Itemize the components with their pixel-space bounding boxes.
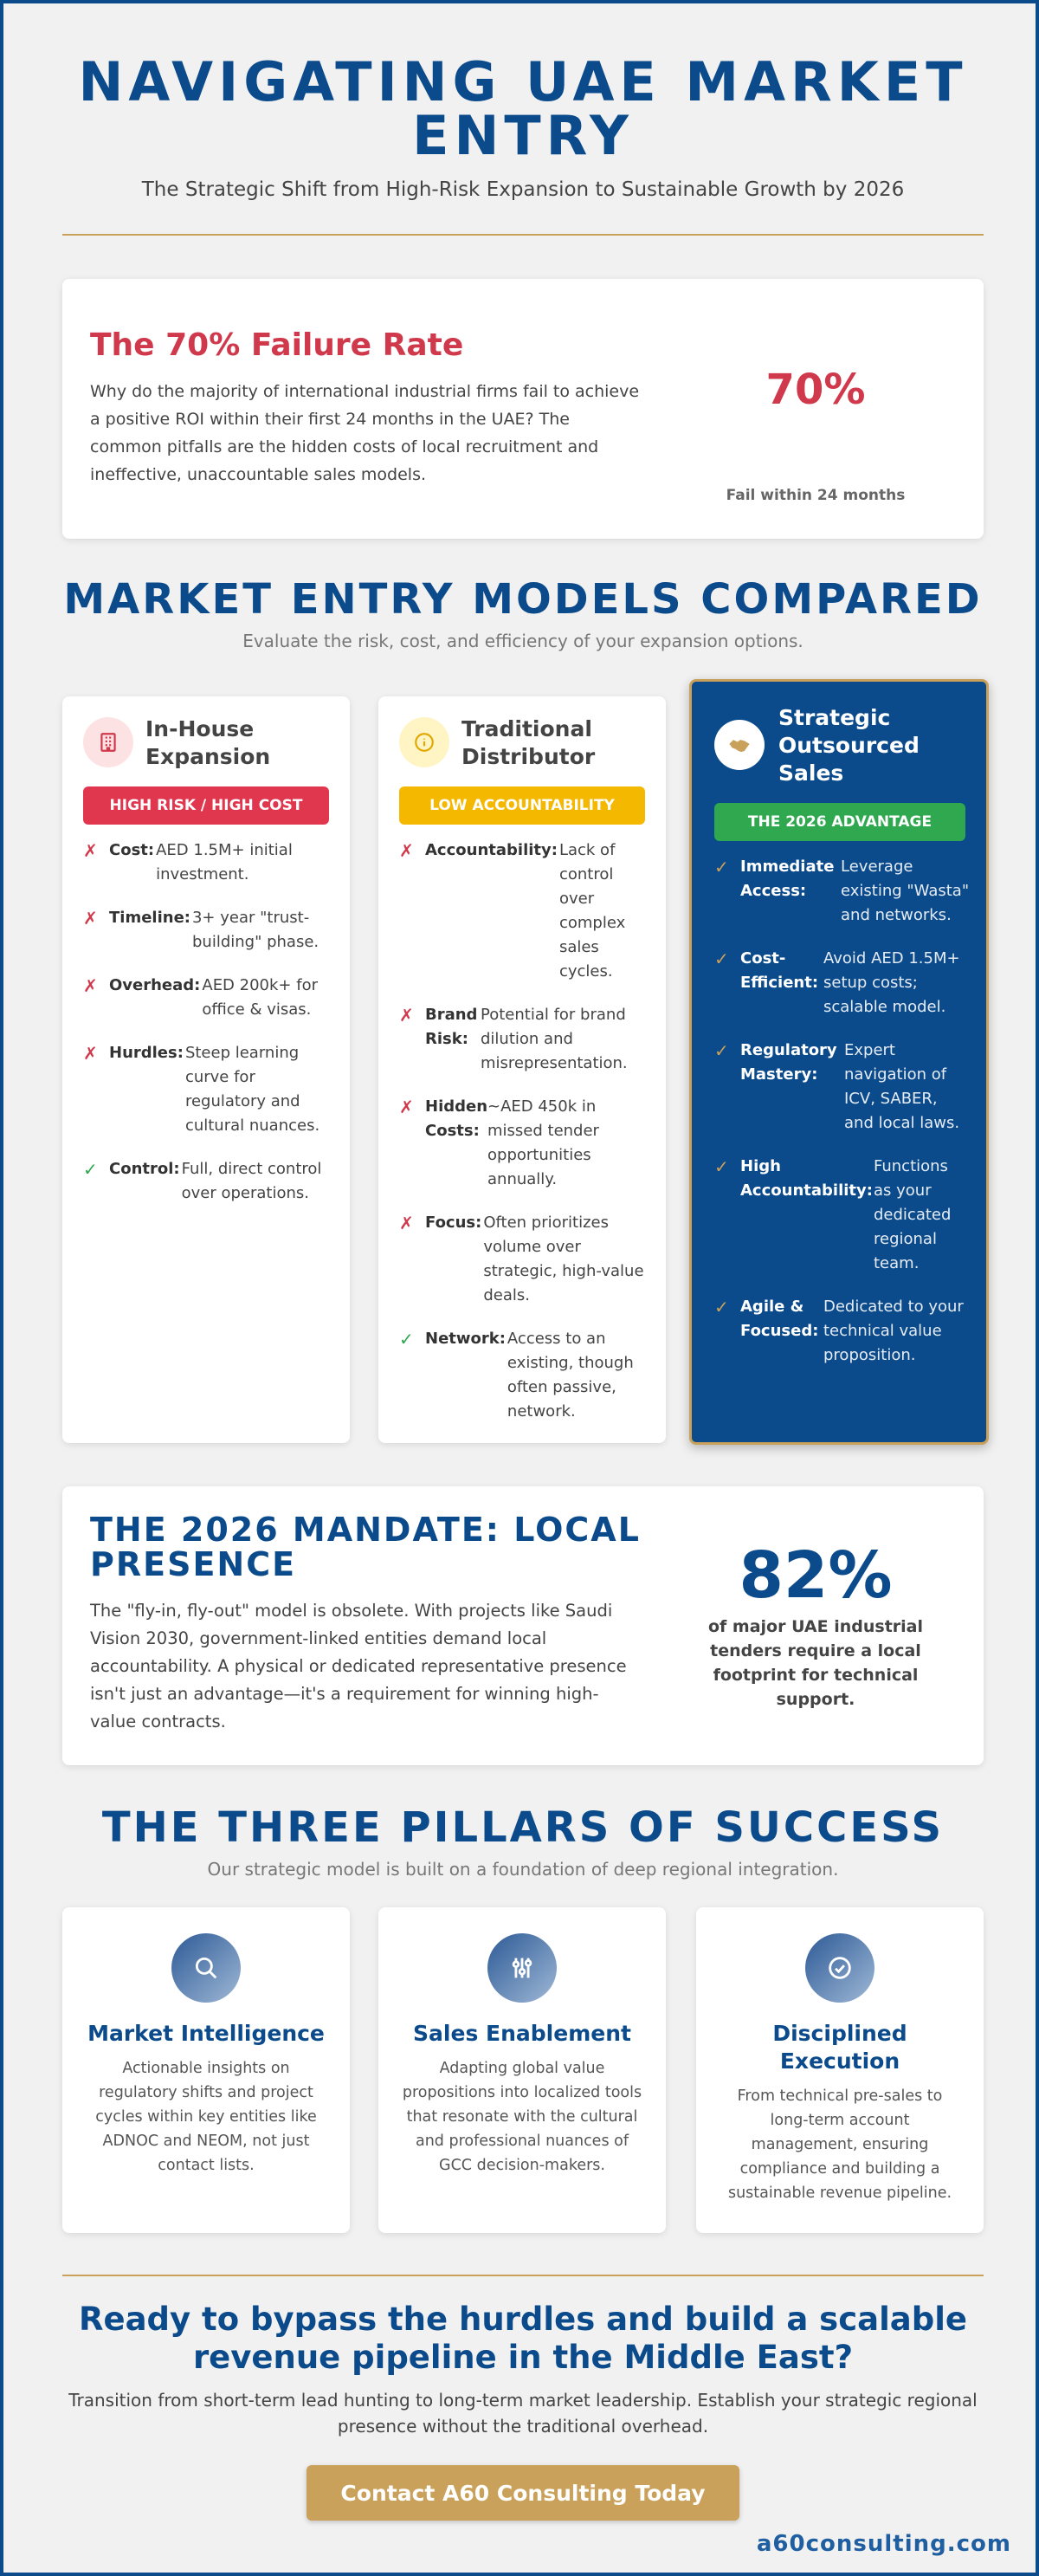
- list-item: [399, 1095, 650, 1192]
- model-item-list: [714, 855, 971, 1387]
- pillars-section-title: THE THREE PILLARS OF SUCCESS: [101, 1803, 945, 1852]
- building-icon: [83, 717, 133, 767]
- item-key: Cost-Efficient:: [740, 949, 819, 992]
- handshake-icon: [714, 720, 765, 770]
- check-icon: ✓: [714, 857, 729, 877]
- failure-text: Why do the majority of international industrial firms fail to achieve a positive ROI within their first 24 months in the UAE? The common pitfalls are the hidden costs of local recruitment and ineffective, unaccountable sales models.: [90, 382, 640, 484]
- list-item: [83, 974, 329, 1022]
- item-key: Cost:: [109, 841, 155, 859]
- item-key: Agile & Focused:: [740, 1298, 819, 1340]
- item-value: Dedicated to your technical value proposition.: [823, 1298, 964, 1364]
- item-key: Control:: [109, 1160, 180, 1178]
- item-value: AED 1.5M+ initial investment.: [156, 841, 293, 883]
- model-item-list: [399, 838, 650, 1443]
- item-key: Hidden Costs:: [425, 1097, 488, 1140]
- list-item: [714, 1155, 971, 1276]
- failure-stat-caption: Fail within 24 months: [726, 487, 906, 504]
- list-item: [714, 1295, 971, 1368]
- item-value: Leverage existing "Wasta" and networks.: [841, 858, 970, 924]
- risk-badge: LOW ACCOUNTABILITY: [399, 786, 645, 825]
- item-value: AED 200k+ for office & visas.: [202, 976, 318, 1019]
- item-value: Functions as your dedicated regional team.: [874, 1157, 952, 1272]
- item-key: Network:: [425, 1330, 506, 1348]
- list-item: [714, 947, 971, 1019]
- check-icon: ✓: [714, 1040, 729, 1061]
- list-item: [83, 906, 329, 955]
- advantage-badge: THE 2026 ADVANTAGE: [714, 803, 965, 841]
- cta-text: Transition from short-term lead hunting to long-term market leadership. Establish your strategic regional presence without the traditional overhead.: [68, 2390, 978, 2437]
- model-card-in-house: [62, 696, 350, 1443]
- item-key: Brand Risk:: [425, 1006, 478, 1048]
- contact-button[interactable]: Contact A60 Consulting Today: [307, 2465, 739, 2521]
- list-item: [83, 838, 329, 887]
- item-value: Avoid AED 1.5M+ setup costs; scalable model.: [823, 949, 960, 1016]
- item-key: High Accountability:: [740, 1157, 873, 1200]
- cross-icon: ✗: [83, 1043, 98, 1064]
- item-value: Full, direct control over operations.: [181, 1160, 322, 1202]
- pillar-card-sales-enablement: [378, 1907, 666, 2233]
- item-value: Expert navigation of ICV, SABER, and local laws.: [844, 1041, 960, 1132]
- failure-title: The 70% Failure Rate: [90, 327, 464, 363]
- list-item: [399, 1327, 650, 1424]
- item-key: Immediate Access:: [740, 858, 835, 900]
- model-title: In-House Expansion: [145, 716, 271, 769]
- model-card-distributor: [378, 696, 666, 1443]
- mandate-stat: 82%: [739, 1538, 893, 1613]
- list-item: [399, 838, 650, 984]
- list-item: [83, 1157, 329, 1206]
- item-key: Accountability:: [425, 841, 558, 859]
- pillar-title: Market Intelligence: [87, 2021, 325, 2046]
- list-item: [399, 1211, 650, 1308]
- model-item-list: [83, 838, 329, 1225]
- divider: [62, 2275, 984, 2276]
- pillar-title: Disciplined Execution: [772, 2021, 907, 2074]
- mandate-text: The "fly-in, fly-out" model is obsolete. With projects like Saudi Vision 2030, government-linked entities demand local accountability. A physical or dedicated representative presence isn't just an advantage—it's a requirement for winning high-value contracts.: [90, 1601, 627, 1731]
- item-value: Lack of control over complex sales cycles.: [558, 841, 626, 981]
- item-value: Potential for brand dilution and misrepresentation.: [481, 1006, 628, 1072]
- models-section-subtitle: Evaluate the risk, cost, and efficiency of your expansion options.: [242, 631, 803, 651]
- pillar-text: Adapting global value propositions into localized tools that resonate with the cultural and professional nuances of GCC decision-makers.: [402, 2060, 642, 2174]
- divider: [62, 234, 984, 236]
- item-value: 3+ year "trust-building" phase.: [191, 909, 319, 951]
- cross-icon: ✗: [83, 840, 98, 861]
- item-key: Overhead:: [109, 976, 201, 994]
- risk-badge: HIGH RISK / HIGH COST: [83, 786, 329, 825]
- page-subtitle: The Strategic Shift from High-Risk Expansion to Sustainable Growth by 2026: [141, 178, 905, 201]
- list-item: [83, 1041, 329, 1138]
- pillar-card-market-intelligence: [62, 1907, 350, 2233]
- cross-icon: ✗: [399, 840, 414, 861]
- pillar-card-disciplined-execution: [696, 1907, 984, 2233]
- list-item: [714, 855, 971, 928]
- pillar-title: Sales Enablement: [413, 2021, 631, 2046]
- item-value: Often prioritizes volume over strategic, high-value deals.: [483, 1214, 644, 1304]
- pillars-section-subtitle: Our strategic model is built on a foundation of deep regional integration.: [207, 1859, 839, 1880]
- cta-title: Ready to bypass the hurdles and build a scalable revenue pipeline in the Middle East?: [78, 2301, 968, 2376]
- check-icon: ✓: [714, 1156, 729, 1177]
- item-value: Access to an existing, though often passive, network.: [507, 1330, 634, 1421]
- cross-icon: ✗: [399, 1005, 414, 1026]
- list-item: [714, 1039, 971, 1136]
- list-item: [399, 1003, 650, 1076]
- item-key: Hurdles:: [109, 1044, 184, 1062]
- pillar-text: From technical pre-sales to long-term account management, ensuring compliance and building a sustainable revenue pipeline.: [727, 2087, 952, 2202]
- cross-icon: ✗: [399, 1213, 414, 1233]
- item-value: ~AED 450k in missed tender opportunities annually.: [487, 1097, 599, 1188]
- check-icon: ✓: [714, 948, 729, 969]
- check-icon: ✓: [83, 1159, 98, 1180]
- page-title: NAVIGATING UAE MARKET ENTRY: [78, 50, 968, 167]
- model-card-outsourced: [689, 679, 989, 1445]
- check-icon: ✓: [714, 1297, 729, 1317]
- sliders-icon: [487, 1933, 557, 2003]
- cross-icon: ✗: [83, 975, 98, 996]
- pillar-text: Actionable insights on regulatory shifts and project cycles within key entities like ADNOC and NEOM, not just contact lists.: [95, 2060, 317, 2174]
- item-key: Timeline:: [109, 909, 190, 927]
- cross-icon: ✗: [399, 1097, 414, 1117]
- mandate-title: THE 2026 MANDATE: LOCAL PRESENCE: [90, 1511, 641, 1583]
- mandate-stat-caption: of major UAE industrial tenders require a local footprint for technical support.: [707, 1617, 924, 1709]
- check-circle-icon: [805, 1933, 874, 2003]
- model-title: Strategic Outsourced Sales: [778, 705, 920, 786]
- item-key: Regulatory Mastery:: [740, 1041, 837, 1084]
- item-value: Steep learning curve for regulatory and cultural nuances.: [184, 1044, 320, 1135]
- check-icon: ✓: [399, 1329, 414, 1349]
- failure-rate-card: [62, 279, 984, 539]
- item-key: Focus:: [425, 1214, 482, 1232]
- models-section-title: MARKET ENTRY MODELS COMPARED: [63, 575, 983, 624]
- failure-stat: 70%: [765, 366, 866, 414]
- website-link[interactable]: a60consulting.com: [756, 2531, 1011, 2557]
- cross-icon: ✗: [83, 908, 98, 929]
- model-title: Traditional Distributor: [461, 716, 596, 769]
- mandate-card: [62, 1486, 984, 1765]
- info-icon: [399, 717, 449, 767]
- search-icon: [171, 1933, 241, 2003]
